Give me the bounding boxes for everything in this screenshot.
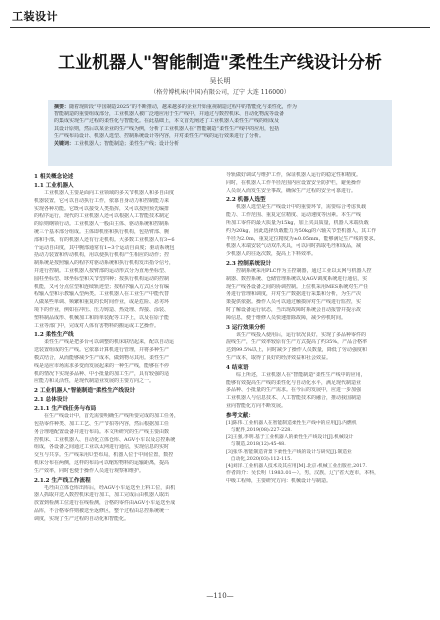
body-text-line: 线是适应市场需求多变而发展起来的一种生产线，能够在不停 <box>34 362 170 369</box>
body-text-line: 所加工零件的最大质量为15kg，加上夹具质量，机器人末端负载 <box>226 219 369 226</box>
body-text-line: 人做某些单调、频繁和重复的长时间作业，或是危险、恶劣环 <box>34 299 170 306</box>
body-text-line: 约为20kg，因此选择负载能力为50kg的六轴关节型机器人，其工作 <box>226 227 377 234</box>
body-text-line: 组成，各设备之间通过工业以太网进行通信，实现信息的实时 <box>34 444 170 451</box>
abstract-line: 智能制造的重要组成部分，工业机器人被广泛地应用于生产线中，并通过与数控机床、自动化物流等设备 <box>54 111 285 118</box>
keywords-label: 关键词： <box>54 141 75 148</box>
body-text-line: 塑料制品成形、机械加工和简单装配等工序上，以及在原子能 <box>34 314 170 321</box>
body-text-line: 多品种、小批量的生产需求。在今后的发展中，应进一步加强 <box>226 387 362 394</box>
running-header <box>10 6 430 28</box>
body-text-line: 工业机器人与信息技术、人工智能技术的融合，推动我国制造 <box>226 395 362 402</box>
body-text-line: 混线生产，生产效率较原有生产方式提高了约35%，产品合格率 <box>226 339 368 346</box>
body-text-line: 包括零件种类、加工工艺、生产节拍等内容，然后根据加工任 <box>34 420 170 427</box>
reference-line: 与制造,2018(12):45-48. <box>226 442 286 448</box>
left-text-column <box>34 172 218 523</box>
abstract-line <box>54 104 386 111</box>
body-text-line: 工业机器人主要是面向工业领域的多关节机器人和多自由度 <box>34 190 175 196</box>
keywords-line <box>54 141 386 148</box>
section-heading: 2.1.1 生产线任务与布局 <box>34 406 97 413</box>
body-text-line: 作者简介：吴长明（1983.01—），男，汉族，辽宁省大连市，本科， <box>226 470 380 477</box>
body-text-line: 实现各种功能。它既可以接受人类指挥，又可以按照预先编排 <box>34 205 170 212</box>
section-heading: 参考文献： <box>226 412 254 419</box>
body-text-line: 机能，又可分点位型和连续轨迹型；按程序输入方式区分有编 <box>34 283 170 290</box>
body-text-line: 机器人选型是生产线设计中的重要环节，需要综合考虑负载 <box>226 204 367 211</box>
body-text-line: 少机器人的往返次数，提高上下料效率。 <box>226 251 317 258</box>
body-text-line: 交互与共享。生产线采用U型布局，机器人位于中间位置，数控 <box>34 452 174 459</box>
body-text-line: 务进行管理和调度，并对生产数据进行采集和分析，为生产决 <box>226 291 362 298</box>
body-text-line: 工业等部门中，完成对人体有害物料的搬运或工艺操作。 <box>34 322 160 329</box>
body-text-line: 综上所述，工业机器人在"智能制造"柔性生产线中的应用， <box>226 371 366 378</box>
body-text-line: 圆柱坐标型、球坐标型和关节型四种；按执行机构运动的控制 <box>34 275 170 282</box>
reference-line: [1]陈伟.工业机器人在智能制造柔性生产线中的应用[J].内燃机 <box>226 420 357 426</box>
body-text-line: 机器人末端安装气动双爪夹具，可以同时抓取毛坯和成品，减 <box>226 243 362 250</box>
keywords-text: 工业机器人；智能制造；柔性生产线；设计分析 <box>74 141 180 148</box>
author-affiliation: （格劳博机床(中国)有限公司，辽宁 大连 116000） <box>150 89 290 96</box>
body-text-line: 的原则纲领行动。工业机器人一般由主体、驱动系统和控制系 <box>34 221 170 228</box>
body-text-line: 同时，在机器人工作半径范围内应设置安全防护栏，避免操作 <box>226 179 362 186</box>
body-text-line: 毛坯由立体仓库出库后，经AGV小车运送至上料工位，由机 <box>34 484 176 491</box>
abstract-line: 的集成实现生产过程的柔性化与智能化。在此基础上，本文首先阐述了工业机器人柔性生产线的组成及 <box>54 118 280 125</box>
body-text-line: 该生产线投入使用后，运行状况良好，实现了多品种零件的 <box>226 331 367 338</box>
body-text-line: 业向智能化方向不断发展。 <box>226 402 287 409</box>
body-text-line: 部和手部，有的机器人还有行走机构。大多数工业机器人有3~6 <box>34 236 175 243</box>
page-number: —110— <box>206 592 234 600</box>
article-title: 工业机器人"智能制造"柔性生产线设计分析 <box>58 53 382 73</box>
section-heading: 1.2 柔性生产线 <box>34 332 74 339</box>
body-text-line: 时了解设备运行状态，当出现故障时系统会自动报警并提示故 <box>226 306 362 313</box>
body-text-line: 生产成本，取得了良好的经济效益和社会效益。 <box>226 354 332 361</box>
body-text-line: 个运动自由度，其中腕部通常有1~3个运动自由度；驱动系统包 <box>34 244 175 251</box>
body-text-line: 模式结合，从而能够减少生产成本，做到物尽其用。柔性生产 <box>34 354 170 361</box>
author-name: 吴长明 <box>209 77 231 85</box>
body-text-line: 生产效率，同时也便于操作人员进行观察和维护。 <box>34 467 145 474</box>
body-text-line: 制器、数控系统、仓储管理系统以及AGV调度系统进行通信，实 <box>226 275 368 282</box>
body-text-line: 能力、工作范围、重复定位精度、运动速度等因素。本生产线 <box>226 212 362 219</box>
body-text-line: 人员误入而发生安全事故，确保生产过程的安全可靠进行。 <box>226 187 357 194</box>
section-heading: 2.3 控制系统设计 <box>226 260 272 267</box>
body-text-line: 机的情况下实现多品种、中小批量的加工生产，具有较强的适 <box>34 370 170 377</box>
section-heading: 2 工业机器人"智能制造"柔性生产线设计 <box>34 388 136 395</box>
body-text-line: 导轨做好调试与维护工作，保证机器人运行的稳定性和精度。 <box>226 172 362 178</box>
abstract-text: 随着现阶段“中国制造2025”的不断推动，越来越多的企业开始重视制造过程中的智能化与柔性化，作为 <box>69 104 297 110</box>
body-text-line: 障信息，便于维修人员快速排除故障，减少停机时间。 <box>226 314 347 321</box>
body-text-line: 中级工程师，主要研究方向：机械设计与制造。 <box>226 477 332 484</box>
body-text-line: 机床分布在两侧，这样的布局可以缩短物料的运输距离，提高 <box>34 459 170 466</box>
reference-line: 自动化,2020(03):112-115. <box>226 456 292 462</box>
abstract-box <box>48 100 392 166</box>
body-text-line: 程输入型和示教输入型两类。工业机器人在工业生产中能代替 <box>34 291 170 298</box>
body-text-line: 现生产线各设备之间的协调控制。上位机采用MES系统对生产任 <box>226 283 369 290</box>
body-text-line: 控机床、工业机器人、自动化立体仓库、AGV小车以及总控系统 <box>34 436 176 443</box>
body-text-line: 括动力装置和传动机构，用以使执行机构产生相应的动作；控 <box>34 252 170 259</box>
abstract-line: 其设计原则，然后以某企业的生产线为例，分析了工业机器人在“智能制造”柔性生产线中的应用，包括 <box>54 125 280 132</box>
reference-line: [4]刘洋.工业机器人技术及其应用[M].北京:机械工业出版社,2017. <box>226 463 367 469</box>
abstract-label: 摘要： <box>54 104 70 110</box>
body-text-line: 调度，实现了生产过程的自动化和智能化。 <box>34 515 130 522</box>
body-text-line: 器人抓取并送入数控机床进行加工，加工完成后由机器人取出 <box>34 492 170 499</box>
body-text-line: 机器装置，它可以自动执行工作，依靠自身动力和控制能力来 <box>34 197 170 204</box>
body-text-line: 境下的作业，例如在冲压、压力铸造、热处理、焊接、涂装、 <box>34 306 170 313</box>
body-text-line: 达到99.5%以上，同时减少了操作人员数量，降低了劳动强度和 <box>226 347 367 354</box>
section-heading: 3 运行效果分析 <box>226 324 266 331</box>
body-text-line: 柔性生产线是把多台可以调整的机床联结起来，配以自动运 <box>34 339 175 346</box>
body-text-line: 并进行控制。工业机器人按臂部的运动形式分为直角坐标型、 <box>34 267 170 274</box>
section-heading: 1 相关概念论述 <box>34 174 74 180</box>
section-heading: 2.2 机器人选型 <box>226 197 266 204</box>
abstract-line: 生产线布局设计、机器人选型、控制系统设计等内容，并对柔性生产线的运行效果进行了分析。 <box>54 132 265 139</box>
body-text-line: 半径为2.0m，重复定位精度为±0.05mm，能够满足生产线的要求。 <box>226 235 379 242</box>
body-text-line: 应能力和灵活性，是现代制造业发展的主要方向之一。 <box>34 378 155 385</box>
body-text-line: 制系统是按照输入的程序对驱动系统和执行机构发出指令信号， <box>34 260 175 267</box>
body-text-line: 统三个基本部分组成。主体即机座和执行机构，包括臂部、腕 <box>34 228 170 235</box>
section-label: 工装设计 <box>12 10 58 23</box>
section-heading: 1.1 工业机器人 <box>34 183 74 189</box>
body-text-line: 在生产线设计中，首先需要明确生产线所要完成的加工任务， <box>34 413 180 420</box>
right-text-column <box>226 172 410 486</box>
section-heading: 2.1 总体设计 <box>34 397 69 404</box>
body-text-line: 的程序运行，现代的工业机器人还可以根据人工智能技术制定 <box>34 213 170 220</box>
reference-line: [2]王强,李明.基于工业机器人的柔性生产线设计[J].机械设计 <box>226 435 354 441</box>
body-text-line: 控制系统采用PLC作为主控制器，通过工业以太网与机器人控 <box>226 267 372 274</box>
body-text-line: 策提供依据。操作人员可以通过触摸屏对生产线进行监控，实 <box>226 299 362 306</box>
section-heading: 4 结束语 <box>226 364 249 371</box>
body-text-line: 放置到检测工位进行在线检测，合格的零件由AGV小车运送至成 <box>34 500 176 507</box>
section-heading: 2.1.2 生产线工作流程 <box>34 477 91 484</box>
body-text-line: 品库，不合格零件则被送至返修区，整个过程由总控系统统一 <box>34 507 170 514</box>
body-text-line: 送装置组成的生产线。它依靠计算机进行管理，并将多种生产 <box>34 347 170 354</box>
reference-line: 与配件,2019(08):227-228. <box>226 427 292 433</box>
body-text-line: 务合理地配置设备并进行布局。本文所研究的生产线主要由数 <box>34 428 170 435</box>
body-text-line: 能够有效提高生产线的柔性化与自动化水平，满足现代制造业 <box>226 379 362 386</box>
reference-line: [3]张华.智能制造背景下柔性生产线的设计与研究[J].制造业 <box>226 449 352 455</box>
